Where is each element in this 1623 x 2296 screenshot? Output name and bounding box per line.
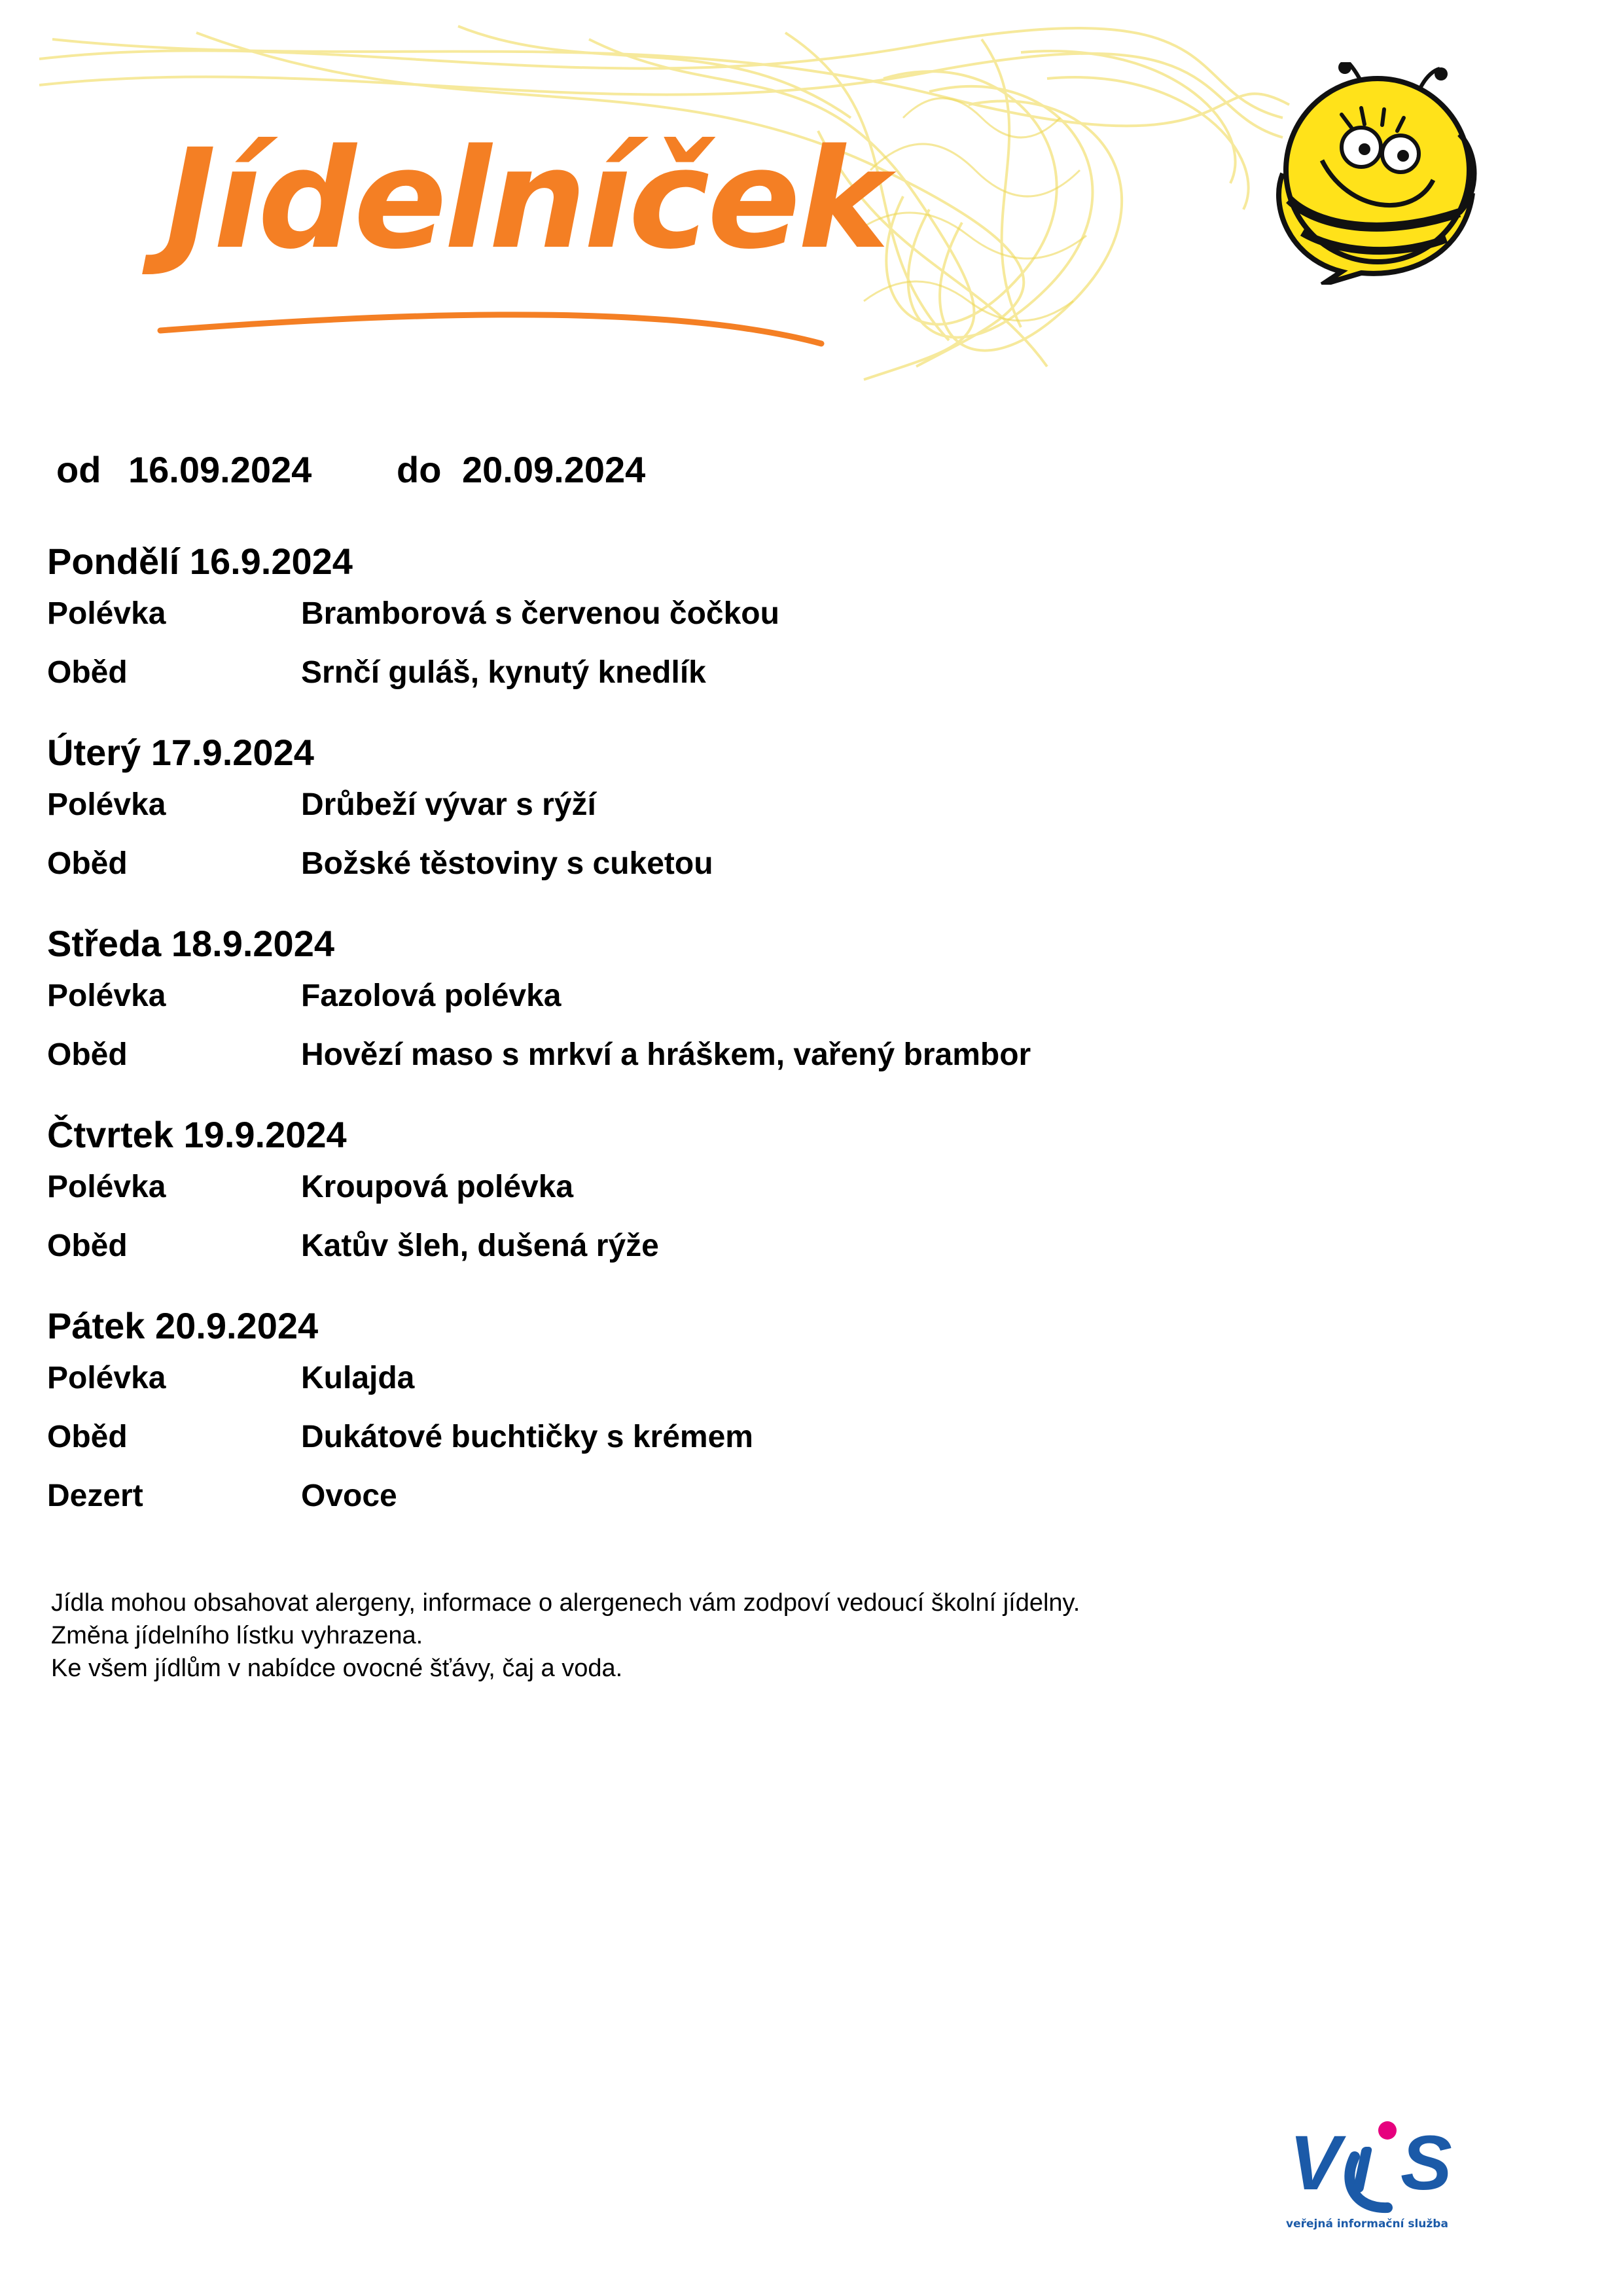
- day-title: Pondělí 16.9.2024: [47, 541, 353, 582]
- meal-dish: Drůbeží vývar s rýží: [301, 787, 596, 822]
- period-to-date: 20.09.2024: [462, 449, 646, 490]
- meal-row-dessert: [47, 1480, 1487, 1539]
- meal-row-soup: [47, 789, 1487, 848]
- period-to-label: do: [397, 449, 442, 490]
- day-tuesday: [47, 734, 1487, 907]
- meal-row-lunch: [47, 1230, 1487, 1289]
- meal-row-lunch: [47, 657, 1487, 716]
- meal-label: Polévka: [47, 978, 166, 1013]
- meal-label: Polévka: [47, 1170, 166, 1204]
- meal-dish: Bramborová s červenou čočkou: [301, 596, 779, 631]
- vis-logo-tagline: veřejná informační služba: [1286, 2217, 1448, 2231]
- meal-dish: Katův šleh, dušená rýže: [301, 1229, 659, 1263]
- meal-label: Oběd: [47, 1037, 128, 1072]
- meal-label: Polévka: [47, 596, 166, 631]
- menu-period: [56, 449, 646, 490]
- period-from-date: 16.09.2024: [128, 449, 312, 490]
- day-title: Úterý 17.9.2024: [47, 732, 314, 773]
- day-thursday: [47, 1114, 1487, 1289]
- meal-row-soup: [47, 1172, 1487, 1230]
- drinks-note: Ke všem jídlům v nabídce ovocné šťávy, čaj a voda.: [51, 1655, 623, 1682]
- vis-logo: [1283, 2111, 1479, 2235]
- footer-notes: [51, 1587, 1080, 1685]
- change-note: Změna jídelního lístku vyhrazena.: [51, 1622, 423, 1649]
- allergen-note: Jídla mohou obsahovat alergeny, informace o alergenech vám zodpoví vedoucí školní jídelny.: [51, 1589, 1080, 1617]
- day-monday: [47, 543, 1487, 716]
- day-friday: [47, 1305, 1487, 1539]
- meal-label: Oběd: [47, 846, 128, 881]
- svg-text:V: V: [1289, 2120, 1337, 2206]
- meal-dish: Ovoce: [301, 1479, 397, 1513]
- meal-row-soup: [47, 1363, 1487, 1422]
- meal-label: Polévka: [47, 787, 166, 822]
- day-wednesday: [47, 925, 1487, 1098]
- meal-label: Oběd: [47, 655, 128, 690]
- meal-row-soup: [47, 980, 1487, 1039]
- page-title: Jídelníček: [165, 119, 887, 279]
- meal-dish: Kulajda: [301, 1361, 415, 1395]
- period-from-label: od: [56, 449, 101, 490]
- meal-row-lunch: [47, 848, 1487, 907]
- day-title: Středa 18.9.2024: [47, 923, 334, 964]
- bee-mascot-icon: [1263, 62, 1486, 285]
- meal-label: Oběd: [47, 1420, 128, 1454]
- meal-row-lunch: [47, 1039, 1487, 1098]
- meal-label: Polévka: [47, 1361, 166, 1395]
- svg-text:S: S: [1400, 2120, 1452, 2206]
- meal-dish: Srnčí guláš, kynutý knedlík: [301, 655, 706, 690]
- meal-label: Dezert: [47, 1479, 143, 1513]
- meal-dish: Fazolová polévka: [301, 978, 562, 1013]
- meal-label: Oběd: [47, 1229, 128, 1263]
- meal-row-soup: [47, 598, 1487, 657]
- meal-dish: Dukátové buchtičky s krémem: [301, 1420, 753, 1454]
- day-title: Čtvrtek 19.9.2024: [47, 1114, 347, 1155]
- meal-dish: Kroupová polévka: [301, 1170, 574, 1204]
- meal-dish: Božské těstoviny s cuketou: [301, 846, 713, 881]
- meal-row-lunch: [47, 1422, 1487, 1480]
- day-title: Pátek 20.9.2024: [47, 1305, 319, 1346]
- meal-dish: Hovězí maso s mrkví a hráškem, vařený brambor: [301, 1037, 1031, 1072]
